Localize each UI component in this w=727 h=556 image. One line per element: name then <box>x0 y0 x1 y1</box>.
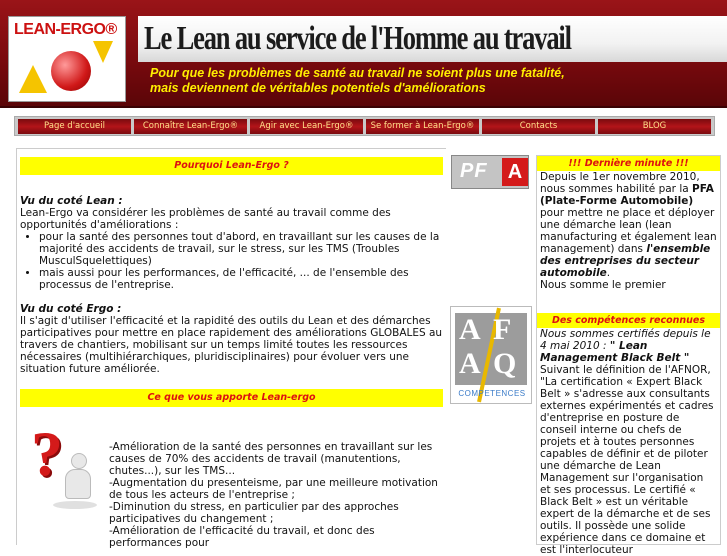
right-sidebar <box>536 155 721 556</box>
section-heading-why: Pourquoi Lean-Ergo ? <box>20 157 443 175</box>
list-item: • mais aussi pour les performances, de l'efficacité, ... de l'ensemble des processus de l'entreprise. <box>39 267 446 291</box>
question-man-icon: ? <box>23 417 99 517</box>
benefits-list <box>99 415 446 549</box>
benefit-item: -Diminution du stress, en particulier par des approches participatives du changement ; <box>109 501 399 525</box>
ergo-heading: Vu du coté Ergo : <box>20 303 122 315</box>
logo-arrow-icon <box>93 41 113 63</box>
nav-se-former[interactable]: Se former à Lean-Ergo® <box>366 119 479 134</box>
site-header <box>0 0 727 108</box>
tagline-line-2: mais deviennent de véritables potentiels d'améliorations <box>150 81 486 95</box>
afaq-competences-logo[interactable]: A F A Q COMPETENCES <box>450 306 532 404</box>
lean-ergo-logo[interactable] <box>8 16 126 102</box>
tagline <box>150 66 710 96</box>
news-box: Depuis le 1er novembre 2010, nous sommes habilité par la PFA (Plate-Forme Automobile) pour mettre ne place et déployer une démarche lean (lean manufacturing et également lean management) dans l'ensemble des entreprises du secteur automobile. Nous somme le premier <box>540 171 717 291</box>
title-banner <box>138 16 727 62</box>
benefit-item: -Amélioration de la santé des personnes en travaillant sur les causes de 70% des accidents de travail (manutentions, chutes...), sur les TMS... <box>109 441 433 477</box>
pfa-logo[interactable]: PF A <box>451 155 529 189</box>
benefits-section <box>17 415 446 549</box>
competences-box: Nous sommes certifiés depuis le 4 mai 2010 : " Lean Management Black Belt " Suivant le définition de l'AFNOR, "La certification « Expert Black Belt » s'adresse aux consultants externes expérimentés et cadres d'entreprise en posture de conseil interne ou chefs de projets et à toutes personnes capables de définir et de piloter une démarche de Lean Management sur l'organisation et ses processus. Le certifié « Black Belt » est un véritable expert de la démarche et de ses outils. Il possède une solide expérience dans ce domaine et est l'interlocuteur <box>540 328 714 556</box>
site-title: Le Lean au service de l'Homme au travail <box>144 20 571 57</box>
afaq-caption: COMPETENCES <box>458 389 526 398</box>
nav-home[interactable]: Page d'accueil <box>18 119 131 134</box>
competences-heading: Des compétences reconnues <box>537 313 720 328</box>
black-belt-title: " Lean Management Black Belt " <box>540 340 690 364</box>
pfa-name: PFA (Plate-Forme Automobile) <box>540 183 714 207</box>
ergo-text: Il s'agit d'utiliser l'efficacité et la rapidité des outils du Lean et des démarches participatives pour mettre en place rapidement des améliorations GLOBALES au travers de chantiers, mobilisant sur un temps limité toutes les ressources nécessaires (multihiérarchiques, pluridisciplinaires) pour évoluer vers une situation future améliorée. <box>20 315 443 375</box>
nav-agir[interactable]: Agir avec Lean-Ergo® <box>250 119 363 134</box>
logo-ball-icon <box>51 51 91 91</box>
section-heading-benefits: Ce que vous apporte Lean-ergo <box>20 389 443 407</box>
nav-blog[interactable]: BLOG <box>598 119 711 134</box>
main-content <box>16 148 446 549</box>
benefit-item: -Amélioration de l'efficacité du travail, et donc des performances pour <box>109 525 375 549</box>
lean-intro: Lean-Ergo va considérer les problèmes de santé au travail comme des opportunités d'améliorations : <box>20 207 391 231</box>
logo-triangle-icon <box>19 65 47 93</box>
logo-wordmark: LEAN-ERGO® <box>14 21 117 38</box>
news-heading: !!! Dernière minute !!! <box>537 156 720 171</box>
nav-contacts[interactable]: Contacts <box>482 119 595 134</box>
lean-heading: Vu du coté Lean : <box>20 195 123 207</box>
lean-points-list <box>35 231 446 291</box>
main-nav <box>14 116 715 136</box>
benefit-item: -Augmentation du presenteisme, par une meilleure motivation de tous les acteurs de l'entreprise ; <box>109 477 438 501</box>
list-item: • pour la santé des personnes tout d'abord, en travaillant sur les causes de la majorité des accidents de travail, sur le stress, sur les TMS (Troubles MusculSquelettiques) <box>39 231 446 267</box>
tagline-line-1: Pour que les problèmes de santé au travail ne soient plus une fatalité, <box>150 66 565 80</box>
nav-connaitre[interactable]: Connaître Lean-Ergo® <box>134 119 247 134</box>
